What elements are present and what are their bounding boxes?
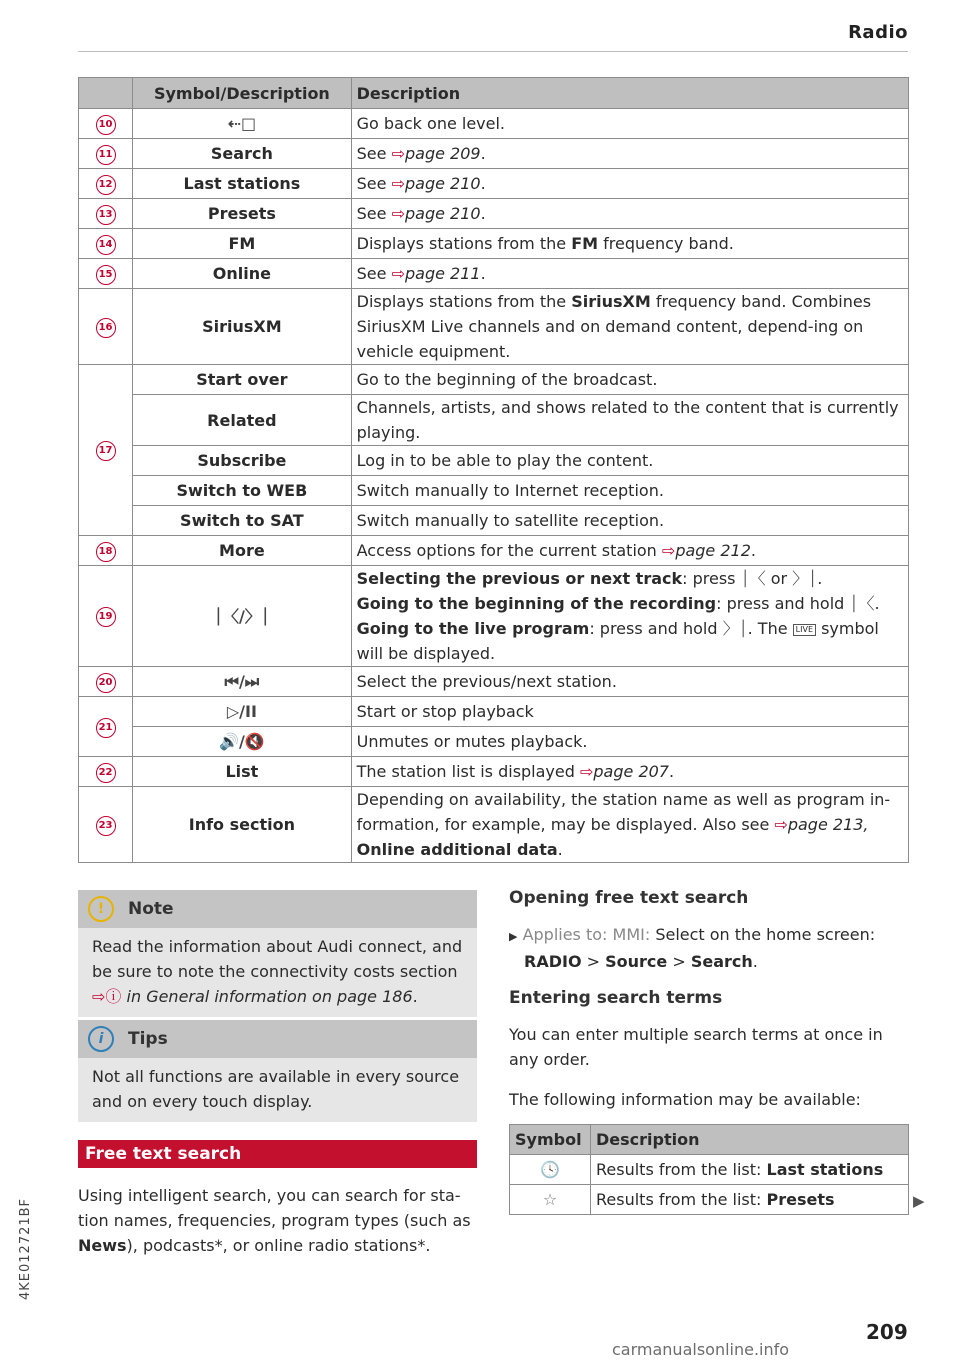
desc-text: : press and hold ⏐〈. [716, 594, 880, 613]
punctuation: . [480, 204, 486, 223]
opening-heading: Opening free text search [509, 888, 749, 908]
page-ref-arrow-icon: ⇨ [391, 264, 405, 283]
callout-number: 13 [96, 205, 116, 225]
doc-code-text: 4KE012721BF [18, 1197, 33, 1300]
callout-number: 17 [96, 441, 116, 461]
document-code [18, 1180, 48, 1300]
note-header [78, 890, 477, 928]
desc-bold: Going to the beginning of the recording [356, 594, 717, 613]
tips-body: Not all functions are available in every source and on every touch display. [78, 1058, 477, 1122]
table-row [510, 1185, 909, 1215]
see-text: See [356, 174, 392, 193]
symbol-label: Switch to WEB [133, 476, 352, 506]
symbol-label: Subscribe [133, 446, 352, 476]
see-text: See [356, 144, 392, 163]
table-row [79, 229, 909, 259]
punctuation: . [480, 174, 486, 193]
row-text: Results from the list: [596, 1160, 767, 1179]
row-description: Select the previous/next station. [351, 667, 908, 697]
desc-text: Displays stations from the [356, 234, 572, 253]
page-ref-arrow-icon: ⇨ [391, 144, 405, 163]
table-row [79, 169, 909, 199]
menu-path-search: Search [690, 952, 753, 971]
desc-text: Depending on availability, the station name as well as program in-formation, for example, may be displayed. Also see [356, 790, 891, 834]
prev-next-station-icon: ⏮/⏭ [133, 667, 352, 697]
page-reference-link[interactable]: page 211 [404, 264, 481, 283]
continue-arrow-icon: ▶ [913, 1192, 925, 1210]
tips-box [78, 1020, 477, 1122]
row-bold: Presets [766, 1190, 835, 1209]
callout-number: 22 [96, 763, 116, 783]
row-description: Go to the beginning of the broadcast. [351, 365, 908, 395]
page-reference-link[interactable]: page 210 [404, 204, 481, 223]
desc-text: frequency band. [598, 234, 734, 253]
symbol-label: Start over [133, 365, 352, 395]
exclamation-icon: ! [88, 896, 114, 922]
info-icon: i [88, 1026, 114, 1052]
table-row [79, 365, 909, 395]
desc-text: : press and hold 〉⏐. The [589, 619, 793, 638]
see-text: See [356, 264, 392, 283]
callout-number: 14 [96, 235, 116, 255]
table-row [79, 787, 909, 863]
desc-bold: SiriusXM [571, 292, 651, 311]
desc-text: Displays stations from the [356, 292, 572, 311]
row-bold: Last stations [766, 1160, 884, 1179]
desc-text: symbol will be displayed. [356, 619, 879, 663]
page-ref-arrow-icon: ⇨ [92, 987, 106, 1006]
symbol-label: Related [133, 395, 352, 446]
table-row [79, 199, 909, 229]
table-header-description: Description [351, 78, 908, 109]
page-ref-arrow-icon: ⇨ [661, 541, 676, 560]
desc-text: : press ⏐〈 or 〉⏐. [682, 569, 823, 588]
see-text: The station list is displayed [356, 762, 580, 781]
row-description: Go back one level. [351, 109, 908, 139]
row-description: Channels, artists, and shows related to the content that is currently playing. [351, 395, 908, 446]
callout-number: 16 [96, 318, 116, 338]
punctuation: . [752, 952, 758, 971]
desc-text: frequency band. Combines SiriusXM Live channels and on demand content, depend-ing on vehicle equipment. [356, 292, 872, 361]
symbol-label: Switch to SAT [133, 506, 352, 536]
table-row [79, 259, 909, 289]
table-row [79, 566, 909, 667]
table-row [79, 476, 909, 506]
row-description: Log in to be able to play the content. [351, 446, 908, 476]
page-reference-link[interactable]: page 212 [675, 541, 751, 560]
row-description: Unmutes or mutes playback. [351, 727, 908, 757]
page-ref-arrow-icon: ⇨ [774, 815, 788, 834]
page-reference-link[interactable]: page 207 [593, 762, 669, 781]
menu-path-source: Source [605, 952, 668, 971]
desc-bold: Selecting the previous or next track [356, 569, 683, 588]
table-row [79, 446, 909, 476]
table-row [79, 536, 909, 566]
warning-circle-icon: ⓘ [105, 987, 122, 1006]
row-description: Start or stop playback [351, 697, 908, 727]
row-description: Switch manually to satellite reception. [351, 506, 908, 536]
callout-number: 15 [96, 265, 116, 285]
header-divider [78, 51, 908, 52]
see-text: See [356, 204, 392, 223]
symbol-label: Info section [133, 787, 352, 863]
play-pause-icon: ▷/II [133, 697, 352, 727]
para-text: ), podcasts*, or online radio stations*. [126, 1236, 431, 1255]
table-row [79, 727, 909, 757]
available-info-paragraph: The following information may be available: [509, 1090, 861, 1109]
path-separator: > [581, 952, 606, 971]
applies-to-label: Applies to: MMI: [522, 925, 651, 944]
back-icon: ⇠□ [133, 109, 352, 139]
callout-number: 12 [96, 175, 116, 195]
row-description: Switch manually to Internet reception. [351, 476, 908, 506]
star-icon: ☆ [510, 1185, 591, 1215]
symbol-label: SiriusXM [133, 289, 352, 365]
opening-instruction [509, 922, 909, 974]
bullet-triangle-icon: ▶ [509, 930, 518, 943]
watermark: carmanualsonline.info [612, 1340, 790, 1359]
callout-number: 11 [96, 145, 116, 165]
note-text: Read the information about Audi connect, and be sure to note the connectivity costs section [92, 937, 463, 981]
entering-paragraph: You can enter multiple search terms at once in any order. [509, 1025, 883, 1069]
table-header-blank [79, 78, 133, 109]
tips-header [78, 1020, 477, 1058]
table-row [79, 757, 909, 787]
table-row [79, 139, 909, 169]
symbol-label: Last stations [133, 169, 352, 199]
punctuation: . [480, 144, 486, 163]
note-title: Note [128, 899, 174, 919]
symbol-label: Search [133, 139, 352, 169]
table-header-symbol: Symbol/Description [133, 78, 352, 109]
punctuation: . [557, 840, 563, 859]
radio-functions-table [78, 77, 909, 863]
page-reference-link[interactable]: page 209 [404, 144, 481, 163]
free-text-search-heading: Free text search [78, 1140, 477, 1168]
punctuation: . [750, 541, 756, 560]
clock-history-icon: 🕓 [510, 1155, 591, 1185]
table-row [79, 289, 909, 365]
path-separator: > [667, 952, 691, 971]
page-section-title: Radio [848, 22, 908, 43]
table-row [79, 506, 909, 536]
live-icon: LIVE [793, 624, 816, 636]
page-ref-arrow-icon: ⇨ [391, 204, 405, 223]
callout-number: 19 [96, 607, 116, 627]
see-text: Access options for the current station [356, 541, 662, 560]
symbol-label: List [133, 757, 352, 787]
page-ref-arrow-icon: ⇨ [391, 174, 405, 193]
page-number: 209 [866, 1320, 908, 1344]
note-body [78, 928, 477, 1017]
desc-bold: FM [571, 234, 599, 253]
symbol-label: More [133, 536, 352, 566]
page-ref-arrow-icon: ⇨ [579, 762, 594, 781]
tips-title: Tips [128, 1029, 168, 1049]
search-results-table [509, 1124, 909, 1215]
note-box [78, 890, 477, 1017]
skip-track-icon: ⏐〈/〉⏐ [133, 566, 352, 667]
desc-bold: Going to the live program [356, 619, 590, 638]
table-header-symbol: Symbol [510, 1125, 591, 1155]
page-reference-link[interactable]: page 210 [404, 174, 481, 193]
table-row [79, 395, 909, 446]
instruction-text: Select on the home screen: [650, 925, 876, 944]
table-header-description: Description [591, 1125, 909, 1155]
punctuation: . [668, 762, 675, 781]
callout-number: 21 [96, 718, 116, 738]
callout-number: 23 [96, 816, 116, 836]
free-text-search-paragraph [78, 1183, 477, 1258]
table-row [79, 109, 909, 139]
desc-bold: Online additional data [356, 840, 558, 859]
table-row [79, 697, 909, 727]
para-text: Using intelligent search, you can search for sta-tion names, frequencies, program types (such as [78, 1186, 471, 1230]
para-bold: News [78, 1236, 127, 1255]
page-reference-link[interactable]: page 213, [787, 815, 869, 834]
callout-number: 18 [96, 542, 116, 562]
mute-unmute-icon: 🔊/🔇 [133, 727, 352, 757]
menu-path-radio: RADIO [524, 952, 582, 971]
note-page-reference-link[interactable]: in General information on page 186 [126, 987, 413, 1006]
punctuation: . [412, 987, 418, 1006]
table-row [510, 1155, 909, 1185]
symbol-label: FM [133, 229, 352, 259]
entering-heading: Entering search terms [509, 988, 723, 1008]
punctuation: . [480, 264, 486, 283]
callout-number: 20 [96, 673, 116, 693]
table-row [79, 667, 909, 697]
symbol-label: Presets [133, 199, 352, 229]
row-text: Results from the list: [596, 1190, 767, 1209]
symbol-label: Online [133, 259, 352, 289]
callout-number: 10 [96, 115, 116, 135]
